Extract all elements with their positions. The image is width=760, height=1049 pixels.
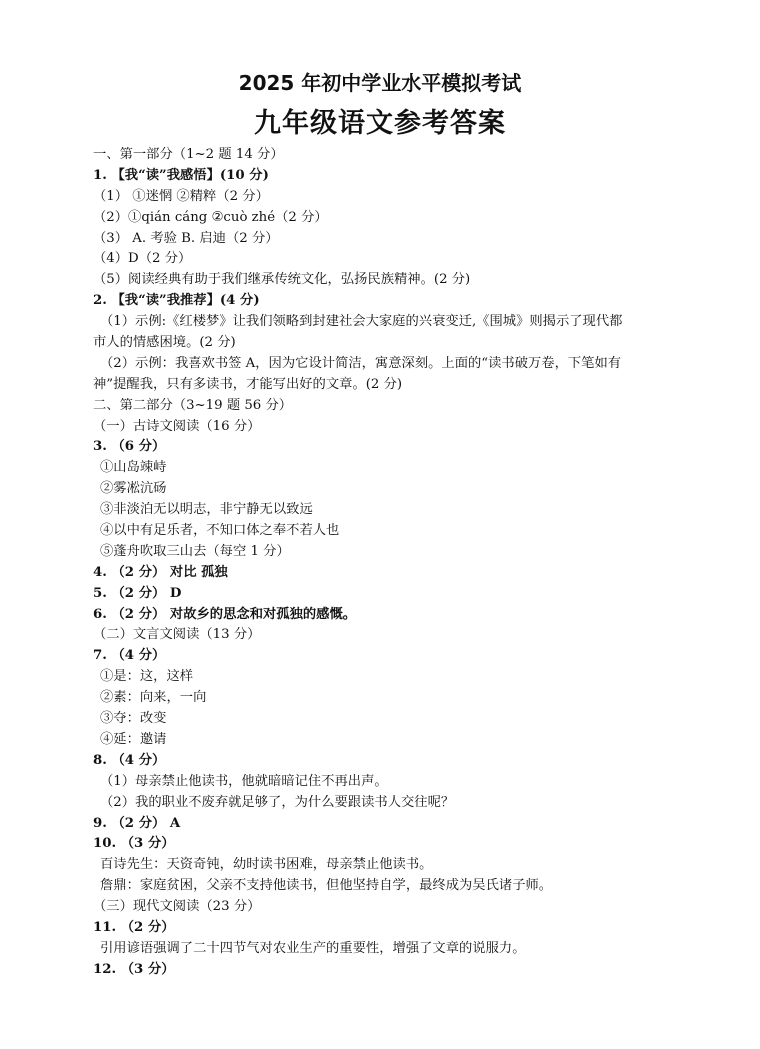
answer-line: 2. 【我“读”我推荐】(4 分) [93, 293, 260, 309]
answer-line: ⑤蓬舟吹取三山去（每空 1 分） [100, 543, 290, 559]
answer-line: （1）母亲禁止他读书，他就暗暗记住不再出声。 [100, 773, 388, 789]
answer-line: 一、第一部分（1~2 题 14 分） [93, 147, 284, 162]
answer-line: 3. （6 分） [93, 439, 166, 455]
answer-line: ①是：这，这样 [100, 669, 194, 685]
answer-line: （三）现代文阅读（23 分） [93, 899, 261, 915]
answer-line: （2）①qián cáng ②cuò zhé（2 分） [93, 209, 328, 225]
answer-line: 4. （2 分） 对比 孤独 [93, 564, 228, 580]
answer-line: 詹鼎：家庭贫困，父亲不支持他读书，但他坚持自学，最终成为吴氏诸子师。 [100, 878, 553, 894]
answer-line: （3） A. 考验 B. 启迪（2 分） [93, 230, 279, 246]
answer-line: 二、第二部分（3~19 题 56 分） [93, 397, 293, 413]
answer-line: 百诗先生：天资奇钝，幼时读书困难，母亲禁止他读书。 [100, 857, 433, 873]
answer-line: ④延：邀请 [100, 731, 167, 747]
answer-line: （2）示例：我喜欢书签 A，因为它设计简洁，寓意深刻。上面的“读书破万卷，下笔如有 [100, 355, 622, 371]
answer-line: 引用谚语强调了二十四节气对农业生产的重要性，增强了文章的说服力。 [100, 940, 526, 956]
answer-line: 7. （4 分） [93, 648, 166, 664]
answer-line: ②雾凇沆砀 [100, 481, 167, 497]
answer-line: 神”提醒我，只有多读书，才能写出好的文章。(2 分) [93, 376, 403, 392]
answer-line: （一）古诗文阅读（16 分） [93, 418, 261, 434]
answer-body [0, 145, 760, 981]
answer-line: 12. （3 分） [93, 961, 175, 977]
answer-line: ③夺：改变 [100, 711, 167, 727]
answer-line: 6. （2 分） 对故乡的思念和对孤独的感慨。 [93, 606, 357, 622]
answer-line: ①山岛竦峙 [100, 460, 167, 476]
answer-line: （2）我的职业不废弃就足够了，为什么要跟读书人交往呢？ [100, 794, 455, 810]
answer-line: （1） ①迷惘 ②精粹（2 分） [93, 188, 269, 204]
answer-line: （5）阅读经典有助于我们继承传统文化，弘扬民族精神。(2 分) [93, 272, 471, 288]
answer-line: 10. （3 分） [93, 836, 175, 852]
answer-line: （1）示例:《红楼梦》让我们领略到封建社会大家庭的兴衰变迁,《围城》则揭示了现代都 [100, 314, 623, 330]
answer-line: 1. 【我“读”我感悟】(10 分) [93, 167, 269, 183]
answer-line: 11. （2 分） [93, 919, 175, 935]
exam-title: 2025 年初中学业水平模拟考试 [238, 71, 522, 95]
answer-line: （二）文言文阅读（13 分） [93, 627, 261, 643]
answer-line: 5. （2 分） D [93, 585, 182, 601]
answer-key-title: 九年级语文参考答案 [254, 108, 506, 139]
answer-line: ②素：向来，一向 [100, 690, 207, 706]
answer-line: 8. （4 分） [93, 752, 166, 768]
answer-line: ④以中有足乐者，不知口体之奉不若人也 [100, 523, 340, 539]
answer-line: 市人的情感困境。(2 分) [93, 335, 236, 351]
answer-line: ③非淡泊无以明志，非宁静无以致远 [100, 502, 313, 518]
answer-line: 9. （2 分） A [93, 815, 181, 831]
answer-line: （4）D（2 分） [93, 251, 192, 267]
